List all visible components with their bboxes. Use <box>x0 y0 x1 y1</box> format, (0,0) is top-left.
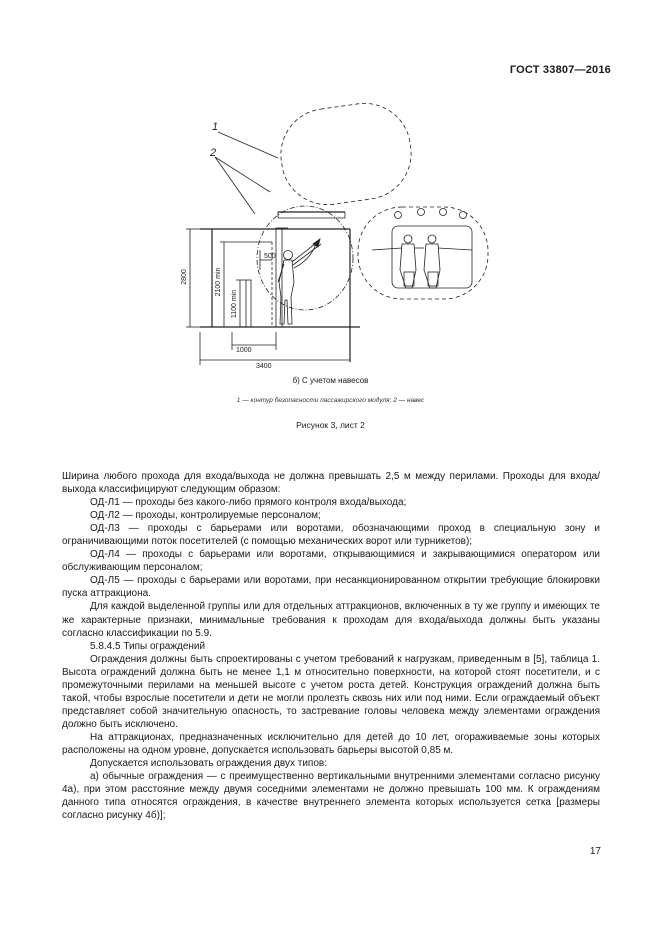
technical-drawing <box>160 92 560 387</box>
paragraph: ОД-Л5 — проходы с барьерами или воротами, при несанкционированном открытии требующие блокировки пуска аттракциона. <box>62 575 600 600</box>
dim-3400-label: 3400 <box>256 363 272 370</box>
paragraph: ОД-Л1 — проходы без какого-либо прямого контроля входа/выхода; <box>90 497 407 509</box>
railing-low <box>246 280 251 327</box>
callout-leader-1 <box>218 132 278 158</box>
figure-legend: 1 — контур безопасности пассажирского модуля; 2 — навес <box>236 397 425 404</box>
drawing-svg <box>160 92 560 387</box>
passenger-module <box>372 209 472 289</box>
paragraph: а) обычные ограждения — с преимущественно вертикальными внутренними элементами согласно рисунку 4а), при этом расстояние между двумя соседними элементами не должно превышать 100 мм. К ограждениям данного типа относятся ограждения, в качестве внутреннего элемента которых используется сетка [размеры согласно рисунку 4б)]; <box>62 771 600 822</box>
paragraph: ОД-Л2 — проходы, контролируемые персоналом; <box>90 510 321 522</box>
figure-subcaption: б) С учетом навесов <box>292 376 369 385</box>
page-number: 17 <box>589 846 601 857</box>
figure-caption: Рисунок 3, лист 2 <box>296 420 365 430</box>
dim-2800-label: 2800 <box>181 269 188 285</box>
dim-2100-label: 2100 min <box>215 267 222 297</box>
safety-envelope-upper <box>275 97 417 210</box>
dim-1000-label: 1000 <box>236 347 252 354</box>
callout-1-label: 1 <box>212 121 219 133</box>
dim-1100-label: 1100 min <box>231 289 238 319</box>
paragraph: Для каждой выделенной группы или для отдельных аттракционов, включенных в ту же группу и имеющих те же характерные признаки, минимальные требования к проходам для входа/выхода должны быть указаны согласно классификации по 5.9. <box>62 601 600 639</box>
paragraph: Ширина любого прохода для входа/выхода не должна превышать 2,5 м между перилами. Проходы для входа/выхода классифицируют следующим образом: <box>62 471 600 496</box>
dim-500-label: 500 <box>264 253 276 260</box>
paragraph: На аттракционах, предназначенных исключительно для детей до 10 лет, огораживаемые зоны которых расположены на одном уровне, допускается использовать барьеры высотой 0,85 м. <box>62 731 600 756</box>
paragraph: Ограждения должны быть спроектированы с учетом требований к нагрузкам, приведенным в [5], таблица 1. Высота ограждений должна быть не менее 1,1 м относительно поверхности, на которой стоят посетители, и с промежуточными перилами на меньшей высоте с учетом роста детей. Конструкция ограждений должна быть такой, чтобы взрослые посетители и дети не могли пролезть сквозь них или под ними. Если ограждаемый объект представляет собой значительную опасность, то застревание головы человека между элементами ограждения должно быть исключено. <box>62 653 600 730</box>
human-figure <box>278 240 321 324</box>
section-heading: 5.8.4.5 Типы ограждений <box>90 640 206 652</box>
standard-header: ГОСТ 33807—2016 <box>509 64 611 76</box>
railing-high <box>276 228 282 327</box>
callout-leader-2a <box>215 157 270 192</box>
paragraph: ОД-Л4 — проходы с барьерами или воротами, открывающимися и закрывающимися оператором или обслуживающим персоналом; <box>62 549 600 574</box>
callout-leader-2b <box>215 157 255 214</box>
body-text <box>62 470 600 822</box>
safety-envelope-lower <box>358 207 488 299</box>
paragraph: Допускается использовать ограждения двух типов: <box>90 758 327 770</box>
callout-2-label: 2 <box>210 147 217 159</box>
paragraph: ОД-Л3 — проходы с барьерами или воротами, обозначающими проход в специальную зону и ограничивающими поток посетителей (с помощью механических ворот или турникетов); <box>62 523 600 548</box>
